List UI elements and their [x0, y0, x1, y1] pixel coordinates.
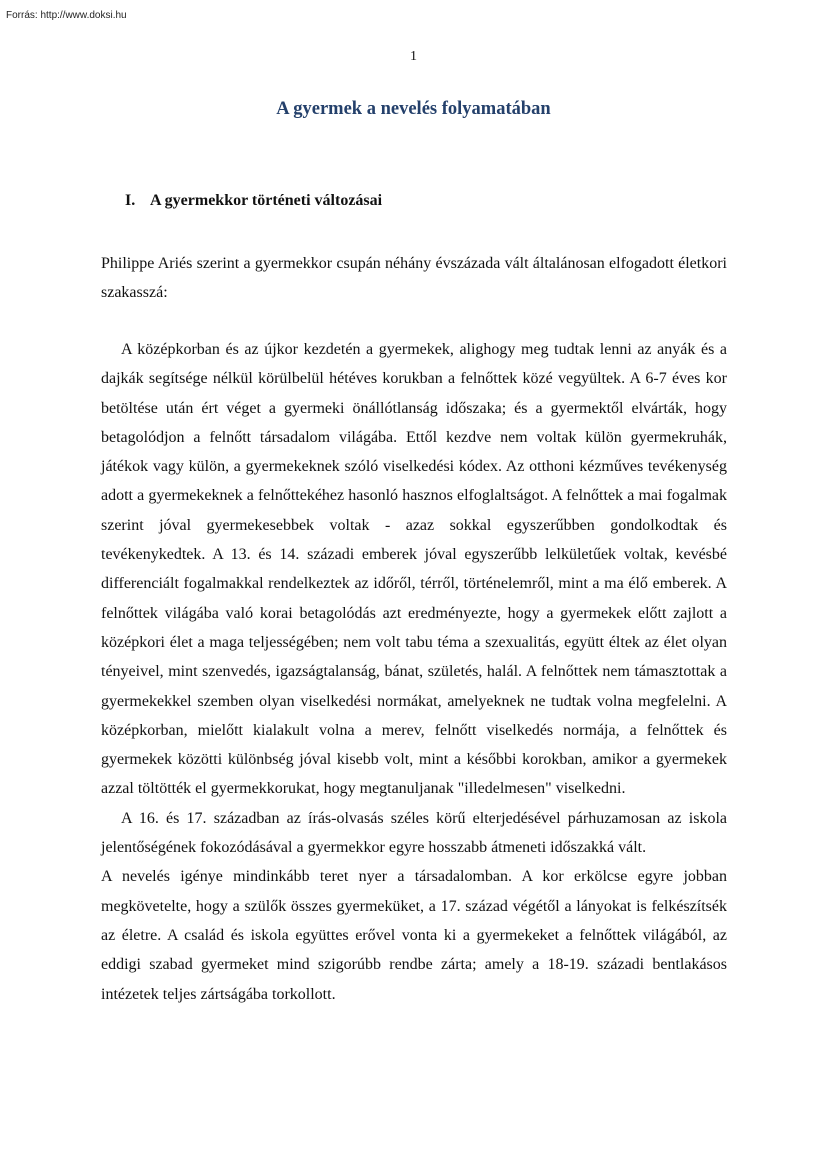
intro-paragraph: Philippe Ariés szerint a gyermekkor csupán néhány évszázada vált általánosan elfogadott életkori szakasszá:	[101, 255, 727, 302]
body-text	[101, 335, 727, 1009]
page-number: 1	[410, 49, 417, 64]
section-number: I.	[125, 192, 136, 209]
section-heading-text: A gyermekkor történeti változásai	[150, 192, 383, 209]
source-note: Forrás: http://www.doksi.hu	[6, 10, 127, 21]
document-title: A gyermek a nevelés folyamatában	[276, 99, 551, 119]
section-heading	[125, 192, 382, 210]
body-paragraph: A nevelés igénye mindinkább teret nyer a társadalomban. A kor erkölcse egyre jobban megkövetelte, hogy a szülők összes gyermeküket, a 17. század végétől a lányokat is felkészítsék az életre. A család és iskola együttes erővel vonta ki a gyermekeket a felnőttek világából, az eddigi szabad gyermeket mind szigorúbb rendbe zárta; amely a 18-19. századi bentlakásos intézetek teljes zártságába torkollott.	[101, 868, 727, 1003]
body-paragraph: A 16. és 17. században az írás-olvasás széles körű elterjedésével párhuzamosan az iskola jelentőségének fokozódásával a gyermekkor egyre hosszabb átmeneti időszakká vált.	[101, 809, 727, 857]
body-paragraph: A középkorban és az újkor kezdetén a gyermekek, alighogy meg tudtak lenni az anyák és a dajkák segítsége nélkül körülbelül hétéves korukban a felnőttek közé vegyültek. A 6-7 éves kor betöltése után ért véget a gyermeki önállótlanság időszaka; és a gyermektől elvárták, hogy betagolódjon a felnőtt társadalom világába. Ettől kezdve nem voltak külön gyermekruhák, játékok vagy külön, a gyermekeknek szóló viselkedési kódex. Az otthoni kézműves tevékenység adott a gyermekeknek a felnőttekéhez hasonló hasznos elfoglaltságot. A felnőttek a mai fogalmak szerint jóval gyermekesebbek voltak - azaz sokkal egyszerűbben gondolkodtak és tevékenykedtek. A 13. és 14. századi emberek jóval egyszerűbb lelkületűek voltak, kevésbé differenciált fogalmakkal rendelkeztek az időről, térről, történelemről, mint a ma élő emberek. A felnőttek világába való korai betagolódás azt eredményezte, hogy a gyermekek előtt zajlott a középkori élet a maga teljességében; nem volt tabu téma a szexualitás, együtt éltek az élet olyan tényeivel, mint szenvedés, igazságtalanság, bánat, születés, halál. A felnőttek nem támasztottak a gyermekekkel szemben olyan viselkedési normákat, amelyeknek ne tudtak volna megfelelni. A középkorban, mielőtt kialakult volna a merev, felnőtt viselkedés normája, a felnőttek és gyermekek közötti különbség jóval kisebb volt, mint a későbbi korokban, amikor a gyermekek azzal töltötték el gyermekkorukat, hogy megtanuljanak "illedelmesen" viselkedni.	[101, 341, 727, 798]
